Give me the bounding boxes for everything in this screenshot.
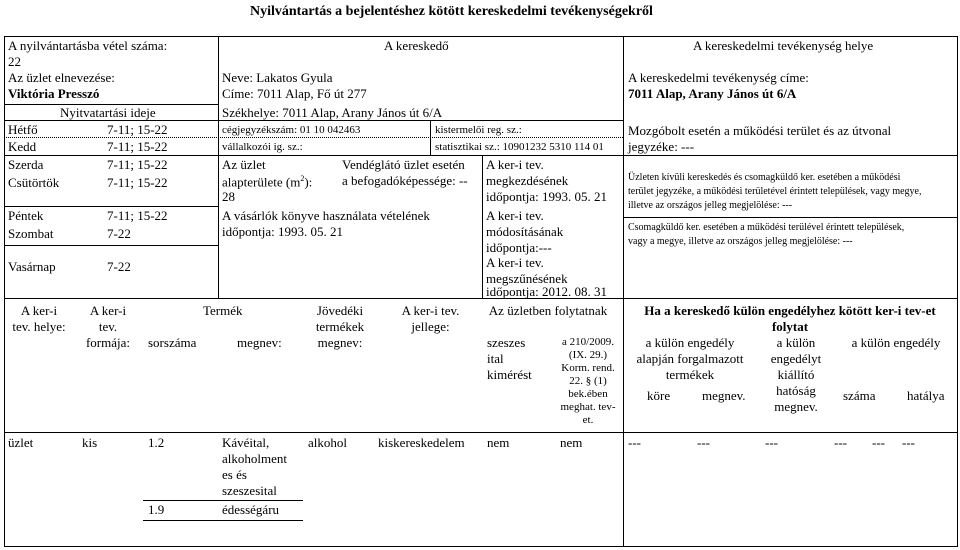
- stat-divider: [430, 120, 431, 155]
- outside-trade-line2: terület jegyzéke, a működési területével érintett települések, vagy megye,: [628, 186, 922, 197]
- start-date-value: időpontja: 1993. 05. 21: [486, 189, 607, 204]
- mod-date-label: módosításának: [486, 224, 564, 239]
- decree-header: (IX. 29.): [568, 349, 608, 361]
- day-hours: 7-22: [107, 226, 131, 241]
- product-separator: [143, 520, 303, 521]
- complaint-book-label: A vásárlók könyve használata vételének: [222, 208, 430, 223]
- area-label: Az üzlet: [222, 157, 266, 172]
- row-product-no: 1.2: [148, 435, 165, 450]
- row-type: kiskereskedelem: [378, 435, 465, 450]
- start-date-label: megkezdésének: [486, 173, 569, 188]
- dates-divider: [482, 155, 483, 298]
- restaurant-capacity-value: a befogadóképessége: --: [342, 173, 468, 188]
- permit-number-header: száma: [843, 388, 876, 403]
- day-label: Péntek: [8, 208, 44, 223]
- table-left-border: [4, 36, 5, 547]
- store-name-value: Viktória Presszó: [8, 86, 100, 101]
- day-label: Szombat: [8, 226, 54, 241]
- product-separator: [143, 500, 303, 501]
- day-hours: 7-11; 15-22: [107, 208, 168, 223]
- data-row-line: [4, 432, 957, 433]
- row-product-name: alkoholment: [222, 451, 287, 466]
- permit-authority-header: hatóság: [776, 383, 816, 398]
- day-hours: 7-11; 15-22: [107, 175, 168, 190]
- end-date-label: A ker-i tev.: [486, 255, 544, 270]
- place-header: A ker-i: [20, 303, 58, 318]
- mail-order-line1: Csomagküldő ker. esetében a működési terülével érintett települések,: [628, 222, 905, 233]
- permit-products-header: termékek: [665, 367, 715, 382]
- row-product-name: es és: [222, 467, 247, 482]
- row-line: [4, 206, 218, 207]
- excise-header: Jövedéki: [316, 303, 364, 318]
- form-header: tev.: [98, 319, 118, 334]
- day-label: Szerda: [8, 157, 44, 172]
- merchant-header: A kereskedő: [384, 38, 449, 53]
- mod-date-label: A ker-i tev.: [486, 208, 544, 223]
- permit-authority-header: kiállító: [777, 367, 815, 382]
- row-line: [4, 245, 218, 246]
- section-line: [4, 298, 957, 299]
- restaurant-capacity-label: Vendéglátó üzlet esetén: [342, 157, 465, 172]
- table-right-border: [957, 36, 958, 547]
- product-no-header: sorszáma: [148, 335, 197, 350]
- day-label: Hétfő: [8, 122, 38, 137]
- hours-label: Nyitvatartási ideje: [60, 105, 156, 120]
- location-header: A kereskedelmi tevékenység helye: [693, 38, 874, 53]
- stat-no: statisztikai sz.: 10901232 5310 114 01: [435, 141, 604, 153]
- row-product-name: szeszesital: [222, 483, 277, 498]
- form-header: formája:: [85, 335, 131, 350]
- row-line: [4, 155, 623, 156]
- form-header: A ker-i: [89, 303, 127, 318]
- row-permit-extra: ---: [902, 435, 915, 450]
- type-header: jellege:: [411, 319, 450, 334]
- alcohol-serving-header: kimérést: [487, 367, 532, 382]
- decree-header: a 210/2009.: [562, 336, 614, 348]
- start-date-label: A ker-i tev.: [486, 157, 544, 172]
- alcohol-serving-header: szeszes: [487, 335, 526, 350]
- row-permit-validity: ---: [872, 435, 885, 450]
- location-address-label: A kereskedelmi tevékenység címe:: [628, 70, 809, 85]
- permit-authority-header: engedélyt: [770, 351, 822, 366]
- row-form: kis: [82, 435, 98, 450]
- table-bottom-border: [4, 546, 957, 547]
- mod-date-value: időpontja:---: [486, 240, 552, 255]
- row-product-name: Kávéital,: [222, 435, 270, 450]
- location-line: [623, 217, 957, 218]
- permit-validity-header: hatálya: [907, 388, 945, 403]
- decree-header: meghat. tev-: [560, 401, 616, 413]
- column-divider: [218, 36, 219, 298]
- row-place: üzlet: [8, 435, 34, 450]
- row-alcohol-serving: nem: [487, 435, 510, 450]
- row-product-name: édességáru: [222, 502, 280, 517]
- type-header: A ker-i tev.: [401, 303, 460, 318]
- row-permit-name: ---: [697, 435, 710, 450]
- day-hours: 7-11; 15-22: [107, 157, 168, 172]
- row-permit-number: ---: [834, 435, 847, 450]
- merchant-seat: Székhelye: 7011 Alap, Arany János út 6/A: [222, 105, 443, 120]
- row-permit-scope: ---: [628, 435, 641, 450]
- product-name-header: megnev:: [237, 335, 282, 350]
- dotted-line: [4, 137, 623, 138]
- day-label: Csütörtök: [8, 175, 60, 190]
- decree-header: 22. § (1): [569, 375, 607, 387]
- area-label-unit: alapterülete $(m^2)$:: [222, 174, 313, 190]
- decree-header: et.: [582, 414, 594, 426]
- complaint-book-date: időpontja: 1993. 05. 21: [222, 224, 343, 239]
- decree-header: Korm. rend.: [561, 362, 615, 374]
- permit-header: folytat: [771, 319, 809, 334]
- mail-order-line2: vagy a megye, illetve az országos jelleg megjelölése: ---: [628, 236, 853, 247]
- row-permit-authority: ---: [765, 435, 778, 450]
- farmer-reg: kistermelői reg. sz.:: [435, 124, 522, 136]
- decree-header: bek.ében: [568, 388, 608, 400]
- location-address-value: 7011 Alap, Arany János út 6/A: [628, 86, 797, 101]
- end-date-value: időpontja: 2012. 08. 31: [486, 284, 607, 299]
- row-product-no: 1.9: [148, 502, 165, 517]
- permit-authority-header: megnev.: [774, 399, 818, 414]
- day-hours: 7-11; 15-22: [107, 122, 168, 137]
- product-header: Termék: [203, 303, 243, 318]
- merchant-name: Neve: Lakatos Gyula: [222, 70, 333, 85]
- reg-no-label: A nyilvántartásba vétel száma:: [8, 38, 168, 53]
- permit-divider: [623, 298, 624, 546]
- company-reg: cégjegyzékszám: 01 10 042463: [222, 124, 361, 136]
- permit-products-header: a külön engedély: [645, 335, 735, 350]
- store-name-label: Az üzlet elnevezése:: [8, 70, 115, 85]
- document-title: Nyilvántartás a bejelentéshez kötött kereskedelmi tevékenységekről: [250, 4, 653, 19]
- reg-no-value: 22: [8, 54, 21, 69]
- area-value: 28: [222, 189, 235, 204]
- entrepreneur-id: vállalkozói ig. sz.:: [222, 141, 303, 153]
- day-hours: 7-22: [107, 259, 131, 274]
- alcohol-serving-header: ital: [487, 351, 504, 366]
- excise-header: termékek: [315, 319, 365, 334]
- outside-trade-line3: illetve az országos jelleg megjelölése: ---: [628, 200, 793, 211]
- row-decree: nem: [560, 435, 583, 450]
- store-activity-header: Az üzletben folytatnak: [488, 303, 608, 318]
- permit-products-header: alapján forgalmazott: [636, 351, 744, 366]
- mobile-shop-line2: jegyzéke: ---: [628, 139, 695, 154]
- day-label: Vasárnap: [8, 259, 56, 274]
- outside-trade-line1: Üzleten kívüli kereskedés és csomagküldő ker. esetében a működési: [628, 172, 901, 183]
- permit-products-scope: köre: [647, 388, 671, 403]
- permit-id-header: a külön engedély: [851, 335, 941, 350]
- mobile-shop-line1: Mozgóbolt esetén a működési terület és az útvonal: [628, 123, 892, 138]
- place-header: tev. helye:: [12, 319, 66, 334]
- day-label: Kedd: [8, 139, 37, 154]
- location-line: [623, 155, 957, 156]
- excise-header: megnev:: [317, 335, 363, 350]
- merchant-address: Címe: 7011 Alap, Fő út 277: [222, 86, 367, 101]
- table-top-border: [4, 36, 957, 37]
- permit-authority-header: a külön: [776, 335, 816, 350]
- permit-products-name: megnev.: [702, 388, 746, 403]
- row-excise: alkohol: [308, 435, 347, 450]
- column-divider: [623, 36, 624, 298]
- end-date-label: megszűnésének: [486, 271, 568, 286]
- day-hours: 7-11; 15-22: [107, 139, 168, 154]
- permit-header: Ha a kereskedő külön engedélyhez kötött ker-i tev-et: [644, 303, 936, 318]
